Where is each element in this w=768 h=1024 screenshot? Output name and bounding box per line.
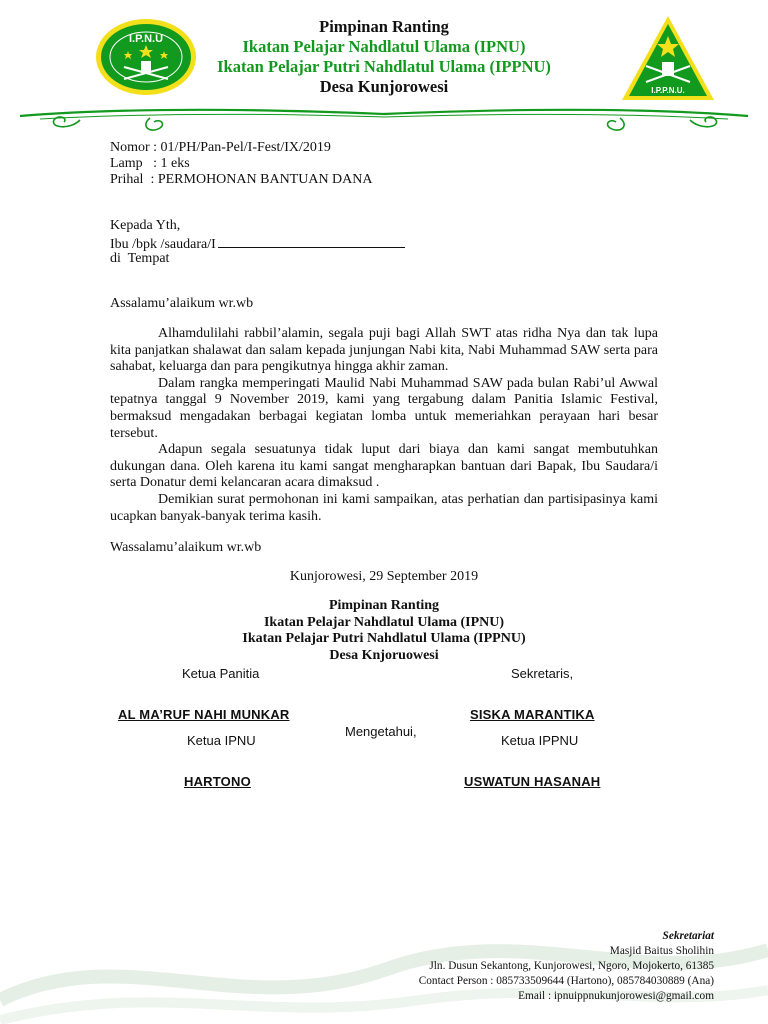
secretariat-footer (419, 929, 714, 1004)
body-paragraph-3: Adapun segala sesuatunya tidak luput dari biaya dan kami sangat membutuhkan dukungan dana. Oleh karena itu kami sangat mengharapkan bantuan dari Bapak, Ibu Saudara/i serta Donatur demi kelancaran acara dimaksud . (110, 442, 658, 491)
recipient-heading: Kepada Yth, (110, 218, 181, 233)
recipient-place: di Tempat (110, 251, 170, 266)
ipnu-logo-text: I.P.N.U (128, 33, 164, 45)
ketua-ipnu-name: HARTONO (184, 774, 251, 789)
body-paragraph-2: Dalam rangka memperingati Maulid Nabi Muhammad SAW pada bulan Rabi’ul Awwal tepatnya tanggal 9 November 2019, kami yang tergabung dalam Panitia Islamic Festival, bermaksud mengadakan berbagai kegiatan lomba untuk memeriahkan perayaan hari besar tersebut. (110, 375, 658, 441)
sign-org-line-4: Desa Knjoruowesi (329, 647, 439, 663)
body-paragraph-4: Demikian surat permohonan ini kami sampaikan, atas perhatian dan partisipasinya kami ucapkan banyak-banyak terima kasih. (110, 491, 658, 524)
sign-org-line-1: Pimpinan Ranting (328, 598, 440, 613)
footer-email: Email : ipnuippnukunjorowesi@gmail.com (518, 990, 714, 1002)
letter-subject: Prihal : PERMOHONAN BANTUAN DANA (110, 172, 373, 187)
letterhead-line-1: Pimpinan Ranting (319, 17, 449, 36)
footer-address: Jln. Dusun Sekantong, Kunjorowesi, Ngoro, Mojokerto, 61385 (429, 960, 714, 972)
ketua-ippnu-name: USWATUN HASANAH (464, 774, 601, 789)
letter-attachment: Lamp : 1 eks (110, 156, 190, 171)
header-divider-ornament (0, 100, 768, 140)
letter-number: Nomor : 01/PH/Pan-Pel/I-Fest/IX/2019 (110, 140, 331, 155)
opening-greeting: Assalamu’alaikum wr.wb (110, 296, 254, 311)
ketua-panitia-name: AL MA’RUF NAHI MUNKAR (118, 707, 290, 722)
sign-org-line-3: Ikatan Pelajar Putri Nahdlatul Ulama (IPPNU) (242, 631, 526, 647)
signature-organization (110, 598, 658, 664)
footer-heading: Sekretariat (662, 930, 714, 942)
footer-place: Masjid Baitus Sholihin (609, 945, 714, 957)
ippnu-logo (620, 14, 716, 102)
ketua-ipnu-label: Ketua IPNU (187, 733, 256, 748)
closing-greeting: Wassalamu’alaikum wr.wb (110, 540, 262, 555)
footer-contact: Contact Person : 085733509644 (Hartono), 085784030889 (Ana) (418, 975, 714, 987)
letterhead-line-4: Desa Kunjorowesi (319, 77, 449, 96)
body-paragraph-1: Alhamdulilahi rabbil’alamin, segala puji bagi Allah SWT atas ridha Nya dan tak lupa kita panjatkan shalawat dan salam kepada junjungan Nabi kita, Nabi Muhammad SAW serta para sahabat, keluarga dan para pengikutnya hingga akhir zaman. (110, 326, 658, 375)
sekretaris-name: SISKA MARANTIKA (470, 707, 595, 722)
sign-org-line-2: Ikatan Pelajar Nahdlatul Ulama (IPNU) (263, 614, 505, 630)
ippnu-logo-text: I.P.P.N.U. (651, 86, 685, 95)
recipient-label: Ibu /bpk /saudara/I (110, 237, 216, 252)
letter-date: Kunjorowesi, 29 September 2019 (289, 569, 479, 584)
letter-body (110, 326, 658, 525)
ketua-panitia-label: Ketua Panitia (182, 666, 260, 681)
mengetahui-label: Mengetahui, (345, 724, 417, 739)
letterhead (170, 17, 598, 97)
letterhead-line-2: Ikatan Pelajar Nahdlatul Ulama (IPNU) (242, 37, 526, 56)
ketua-ippnu-label: Ketua IPPNU (501, 733, 579, 748)
sekretaris-label: Sekretaris, (511, 666, 574, 681)
letterhead-line-3: Ikatan Pelajar Putri Nahdlatul Ulama (IPPNU) (217, 57, 551, 76)
recipient-blank-line (218, 235, 405, 248)
